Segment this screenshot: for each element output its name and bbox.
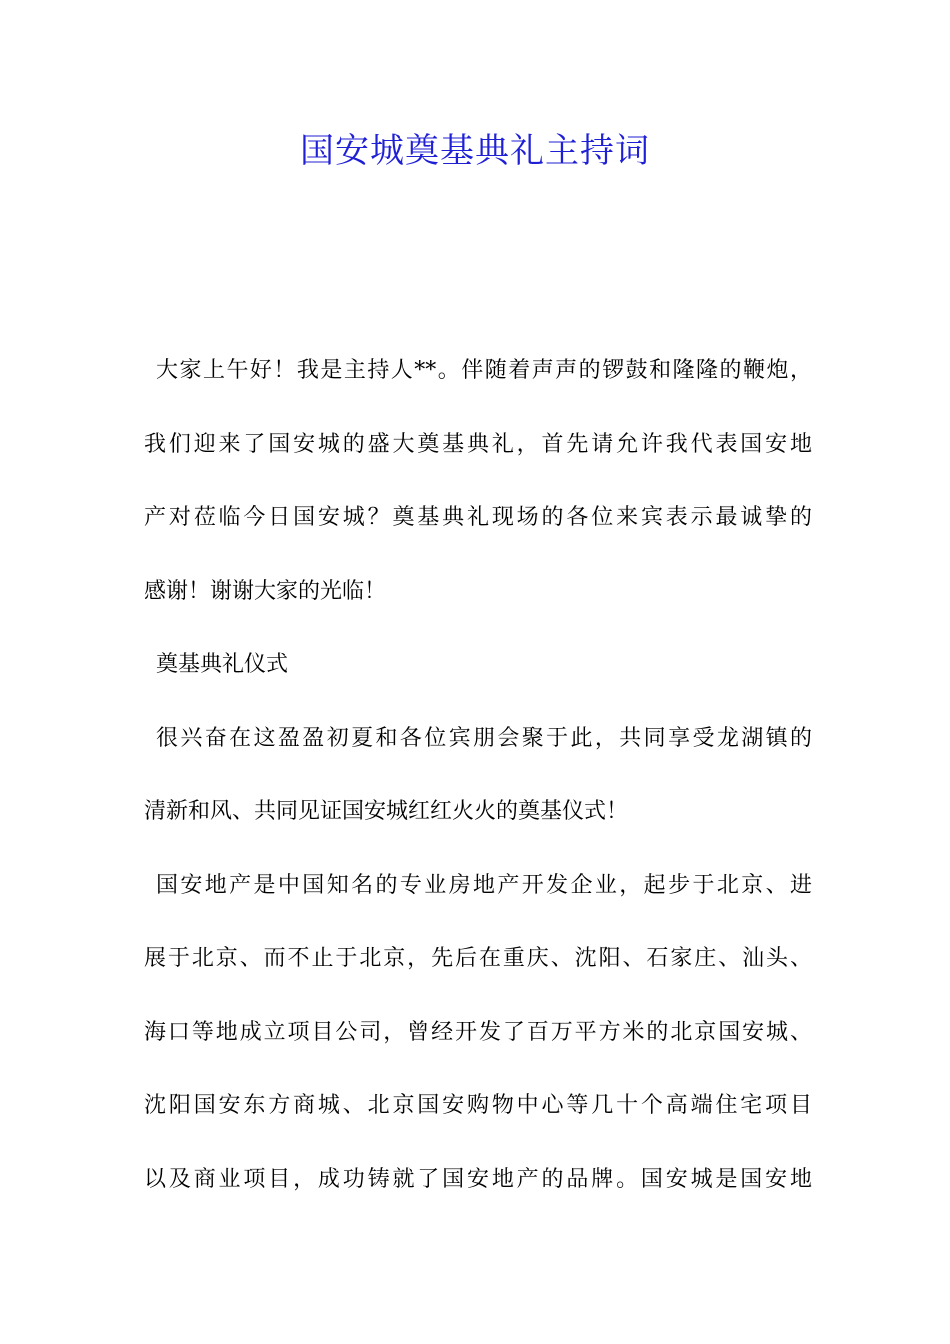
paragraph-line: 很兴奋在这盈盈初夏和各位宾朋会聚于此，共同享受龙湖镇的 <box>156 725 812 751</box>
document-title: 国安城奠基典礼主持词 <box>300 131 650 171</box>
document-body <box>144 334 812 1216</box>
paragraph-line: 产对莅临今日国安城？奠基典礼现场的各位来宾表示最诚挚的 <box>144 505 812 530</box>
paragraph-line: 展于北京、而不止于北京，先后在重庆、沈阳、石家庄、汕头、 <box>144 946 812 971</box>
paragraph-line: 清新和风、共同见证国安城红红火火的奠基仪式！ <box>144 799 629 824</box>
paragraph-line: 以及商业项目，成功铸就了国安地产的品牌。国安城是国安地 <box>144 1166 812 1192</box>
paragraph-line: 国安地产是中国知名的专业房地产开发企业，起步于北京、进 <box>156 872 812 898</box>
paragraph-line: 海口等地成立项目公司，曾经开发了百万平方米的北京国安城、 <box>144 1019 812 1045</box>
section-heading: 奠基典礼仪式 <box>156 652 289 677</box>
paragraph-line: 沈阳国安东方商城、北京国安购物中心等几十个高端住宅项目 <box>144 1093 812 1118</box>
paragraph-line: 感谢！谢谢大家的光临！ <box>144 578 387 604</box>
paragraph-line: 我们迎来了国安城的盛大奠基典礼，首先请允许我代表国安地 <box>144 431 812 457</box>
paragraph-line: 大家上午好！我是主持人**。伴随着声声的锣鼓和隆隆的鞭炮， <box>156 358 812 383</box>
